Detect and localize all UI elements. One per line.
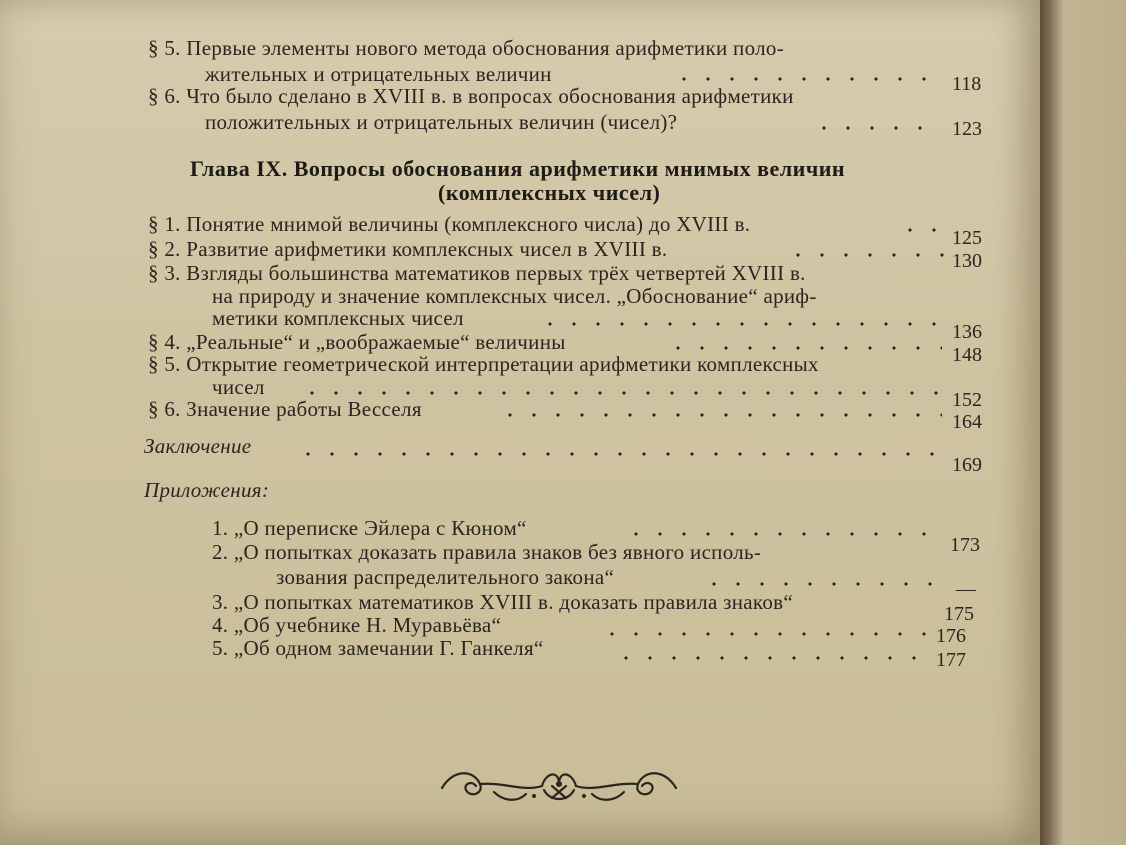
- leader-dots: [666, 346, 942, 350]
- book-page-edge: [1040, 0, 1126, 845]
- toc-entry-text: на природу и значение комплексных чисел. „Обоснование“ ариф-: [212, 284, 817, 308]
- page-number: 118: [952, 73, 982, 95]
- leader-dots: [614, 656, 926, 660]
- toc-entry-text: § 3. Взгляды большинства математиков первых трёх четвертей XVIII в.: [148, 261, 806, 285]
- leader-dots: [624, 532, 942, 536]
- page-number: —: [956, 578, 976, 600]
- toc-entry-text: § 6. Значение работы Весселя: [148, 397, 422, 421]
- leader-dots: [812, 126, 942, 130]
- page-number: 152: [952, 389, 982, 411]
- page-number: 176: [936, 625, 966, 647]
- leader-dots: [600, 632, 926, 636]
- page-number: 123: [952, 118, 982, 140]
- toc-entry-text: § 2. Развитие арифметики комплексных чисел в XVIII в.: [148, 237, 668, 261]
- toc-entry-text: § 4. „Реальные“ и „воображаемые“ величины: [148, 330, 566, 354]
- appendix-item-text: 3. „О попытках математиков XVIII в. доказать правила знаков“: [212, 590, 793, 614]
- leader-dots: [702, 582, 942, 586]
- page-number: 175: [944, 603, 974, 625]
- toc-entry-text: жительных и отрицательных величин: [205, 62, 552, 86]
- leader-dots: [898, 228, 944, 232]
- leader-dots: [300, 391, 942, 395]
- toc-entry-text: § 6. Что было сделано в XVIII в. в вопросах обоснования арифметики: [148, 84, 794, 108]
- toc-entry-text: метики комплексных чисел: [212, 306, 464, 330]
- appendices-title: Приложения:: [144, 478, 270, 502]
- appendix-item-text: зования распределительного закона“: [276, 565, 615, 589]
- page-number: 164: [952, 411, 982, 433]
- leader-dots: [498, 413, 942, 417]
- toc-entry-text: § 1. Понятие мнимой величины (комплексного числа) до XVIII в.: [148, 212, 751, 236]
- conclusion-title: Заключение: [144, 434, 252, 458]
- page-number: 130: [952, 250, 982, 272]
- page-number: 136: [952, 321, 982, 343]
- toc-entry-text: § 5. Первые элементы нового метода обоснования арифметики поло-: [148, 36, 784, 60]
- leader-dots: [538, 322, 942, 326]
- leader-dots: [786, 253, 944, 257]
- page-number: 173: [950, 534, 980, 556]
- toc-entry-text: положительных и отрицательных величин (чисел)?: [205, 110, 678, 134]
- leader-dots: [296, 452, 942, 456]
- appendix-item-text: 1. „О переписке Эйлера с Кюном“: [212, 516, 527, 540]
- chapter-heading-line1: Глава IX. Вопросы обоснования арифметики мнимых величин: [190, 156, 846, 181]
- leader-dots: [672, 77, 942, 81]
- appendix-item-text: 4. „Об учебнике Н. Муравьёва“: [212, 613, 502, 637]
- toc-entry-text: § 5. Открытие геометрической интерпретации арифметики комплексных: [148, 352, 819, 376]
- page-number: 177: [936, 649, 966, 671]
- appendix-item-text: 5. „Об одном замечании Г. Ганкеля“: [212, 636, 544, 660]
- page-number: 148: [952, 344, 982, 366]
- toc-entry-text: чисел: [212, 375, 265, 399]
- chapter-heading-line2: (комплексных чисел): [438, 180, 661, 205]
- appendix-item-text: 2. „О попытках доказать правила знаков без явного исполь-: [212, 540, 762, 564]
- page-number: 125: [952, 227, 982, 249]
- page-number: 169: [952, 454, 982, 476]
- floral-vignette-icon: [434, 762, 684, 810]
